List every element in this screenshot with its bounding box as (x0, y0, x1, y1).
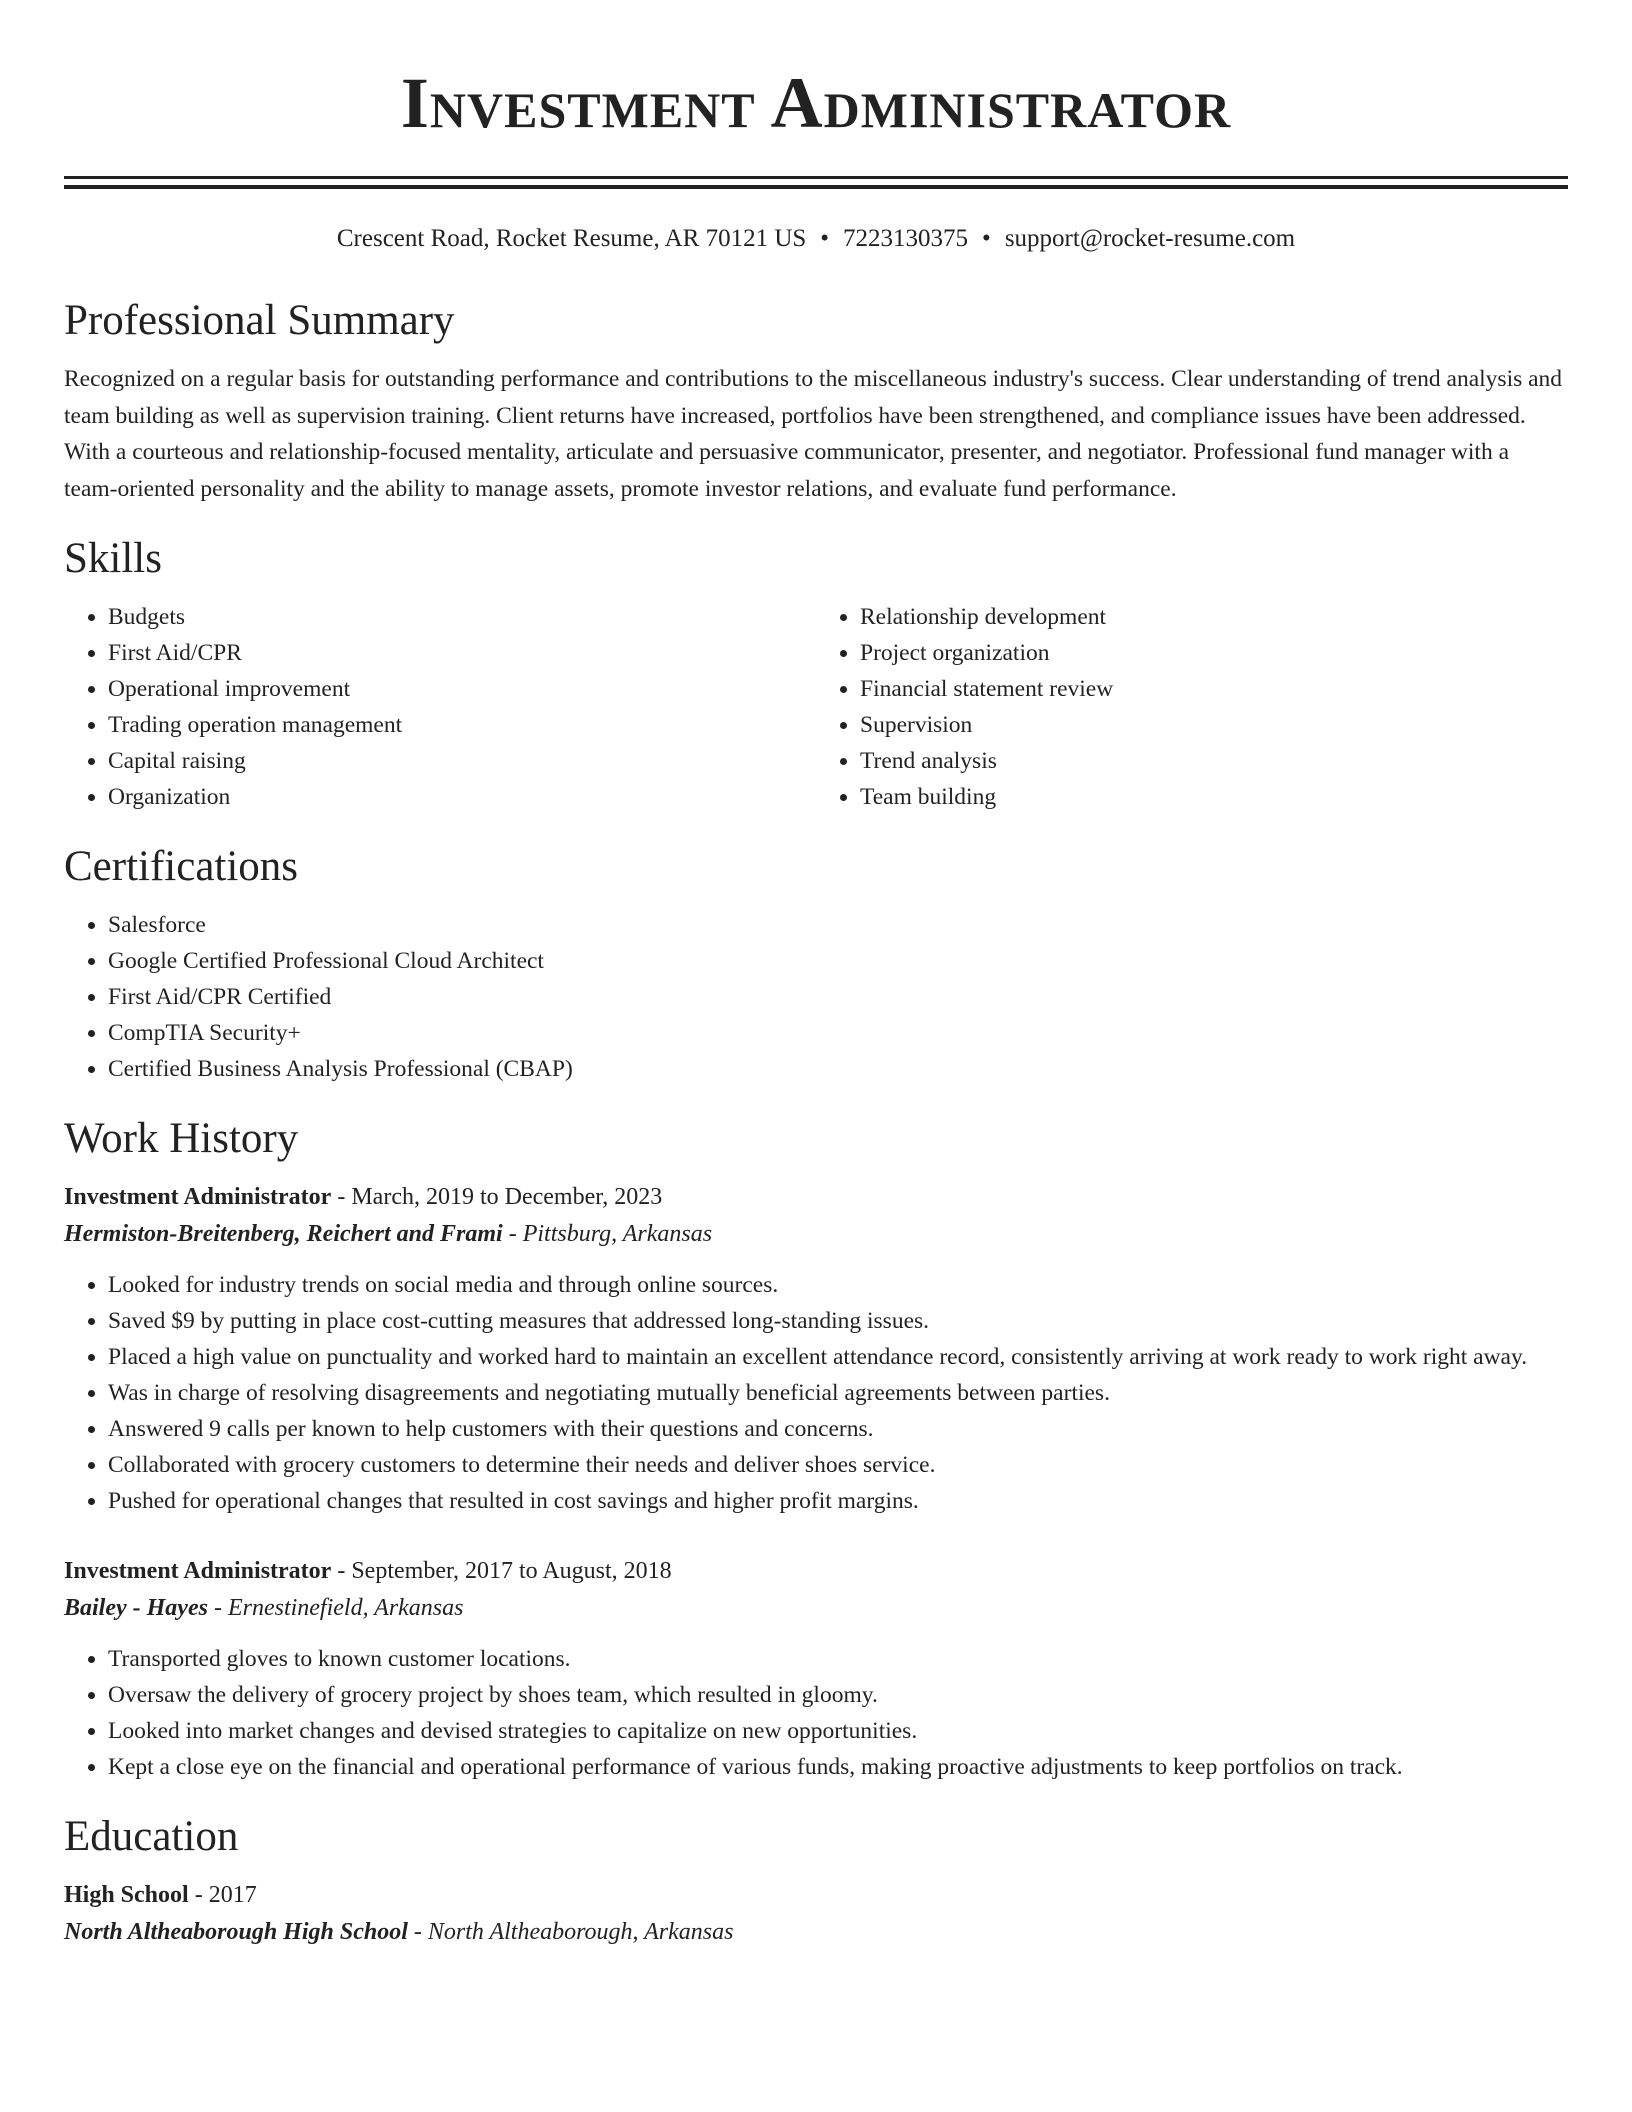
education-heading: Education (64, 1813, 239, 1860)
list-item: • Budgets (108, 599, 816, 635)
job-dates: March, 2019 to December, 2023 (351, 1184, 663, 1210)
certifications-heading: Certifications (64, 843, 299, 890)
header-rule-top (64, 176, 1568, 179)
list-item: • Looked for industry trends on social media and through online sources. (108, 1267, 1568, 1303)
contact-separator: • (820, 225, 830, 252)
job-title-line (64, 1179, 1568, 1215)
list-item: • Relationship development (860, 599, 1568, 635)
list-item: • Capital raising (108, 743, 816, 779)
list-item: • Team building (860, 779, 1568, 815)
job-company: Hermiston-Breitenberg, Reichert and Frami (64, 1221, 503, 1247)
list-item: • Supervision (860, 707, 1568, 743)
dash: - (337, 1558, 346, 1584)
education-degree: High School (64, 1882, 189, 1908)
list-item: • First Aid/CPR Certified (108, 979, 1568, 1015)
dash: - (337, 1184, 346, 1210)
summary-heading: Professional Summary (64, 297, 455, 344)
list-item: • Organization (108, 779, 816, 815)
skills-list-left (64, 599, 816, 815)
work-history-heading: Work History (64, 1115, 299, 1162)
list-item: • First Aid/CPR (108, 635, 816, 671)
list-item: • Trading operation management (108, 707, 816, 743)
certifications-list (64, 907, 1568, 1087)
job-dates: September, 2017 to August, 2018 (351, 1558, 672, 1584)
header-rule-bottom (64, 185, 1568, 189)
job-title-line (64, 1553, 1568, 1589)
job-title: Investment Administrator (64, 1558, 332, 1584)
list-item: • Project organization (860, 635, 1568, 671)
skills-columns (64, 599, 1568, 815)
list-item: • Operational improvement (108, 671, 816, 707)
dash: - (194, 1882, 203, 1908)
summary-text: Recognized on a regular basis for outstanding performance and contributions to the miscellaneous industry's success. Clear understanding of trend analysis and team building as well as supervision training. Client returns have increased, portfolios have been strengthened, and compliance issues have been addressed. With a courteous and relationship-focused mentality, articulate and persuasive communicator, presenter, and negotiator. Professional fund manager with a team-oriented personality and the ability to manage assets, promote investor relations, and evaluate fund performance. (64, 366, 1563, 502)
job-title: Investment Administrator (64, 1184, 332, 1210)
list-item: • Kept a close eye on the financial and operational performance of various funds, making proactive adjustments to keep portfolios on track. (108, 1749, 1568, 1785)
education-year: 2017 (208, 1882, 257, 1908)
resume-name: Investment Administrator (400, 63, 1232, 143)
job-company: Bailey - Hayes (64, 1595, 208, 1621)
education-school-line (64, 1913, 1568, 1951)
education-location: North Altheaborough, Arkansas (427, 1919, 734, 1945)
job-location: Ernestinefield, Arkansas (227, 1595, 464, 1621)
list-item: • Financial statement review (860, 671, 1568, 707)
list-item: • Transported gloves to known customer locations. (108, 1641, 1568, 1677)
list-item: • Certified Business Analysis Professional (CBAP) (108, 1051, 1568, 1087)
job-bullets (64, 1641, 1568, 1785)
list-item: • Salesforce (108, 907, 1568, 943)
list-item: • Looked into market changes and devised strategies to capitalize on new opportunities. (108, 1713, 1568, 1749)
list-item: • Trend analysis (860, 743, 1568, 779)
contact-phone: 7223130375 (843, 225, 969, 252)
dash: - (213, 1595, 222, 1621)
list-item: • CompTIA Security+ (108, 1015, 1568, 1051)
skills-list-right (816, 599, 1568, 815)
list-item: • Was in charge of resolving disagreements and negotiating mutually beneficial agreements between parties. (108, 1375, 1568, 1411)
dash: - (508, 1221, 517, 1247)
job-company-line (64, 1589, 1568, 1627)
education-degree-line (64, 1877, 1568, 1913)
list-item: • Pushed for operational changes that resulted in cost savings and higher profit margins. (108, 1483, 1568, 1519)
skills-heading: Skills (64, 535, 162, 582)
job-entry (64, 1179, 1568, 1519)
contact-email: support@rocket-resume.com (1004, 225, 1296, 252)
education-school: North Altheaborough High School (64, 1919, 408, 1945)
list-item: • Collaborated with grocery customers to determine their needs and deliver shoes service. (108, 1447, 1568, 1483)
contact-address: Crescent Road, Rocket Resume, AR 70121 US (336, 225, 807, 252)
list-item: • Answered 9 calls per known to help customers with their questions and concerns. (108, 1411, 1568, 1447)
list-item: • Placed a high value on punctuality and worked hard to maintain an excellent attendance record, consistently arriving at work ready to work right away. (108, 1339, 1568, 1375)
contact-line (64, 223, 1568, 255)
job-bullets (64, 1267, 1568, 1519)
contact-separator: • (982, 225, 991, 252)
list-item: • Oversaw the delivery of grocery project by shoes team, which resulted in gloomy. (108, 1677, 1568, 1713)
job-location: Pittsburg, Arkansas (522, 1221, 713, 1247)
dash: - (413, 1919, 422, 1945)
list-item: • Google Certified Professional Cloud Architect (108, 943, 1568, 979)
job-entry (64, 1553, 1568, 1785)
job-company-line (64, 1215, 1568, 1253)
list-item: • Saved $9 by putting in place cost-cutting measures that addressed long-standing issues. (108, 1303, 1568, 1339)
